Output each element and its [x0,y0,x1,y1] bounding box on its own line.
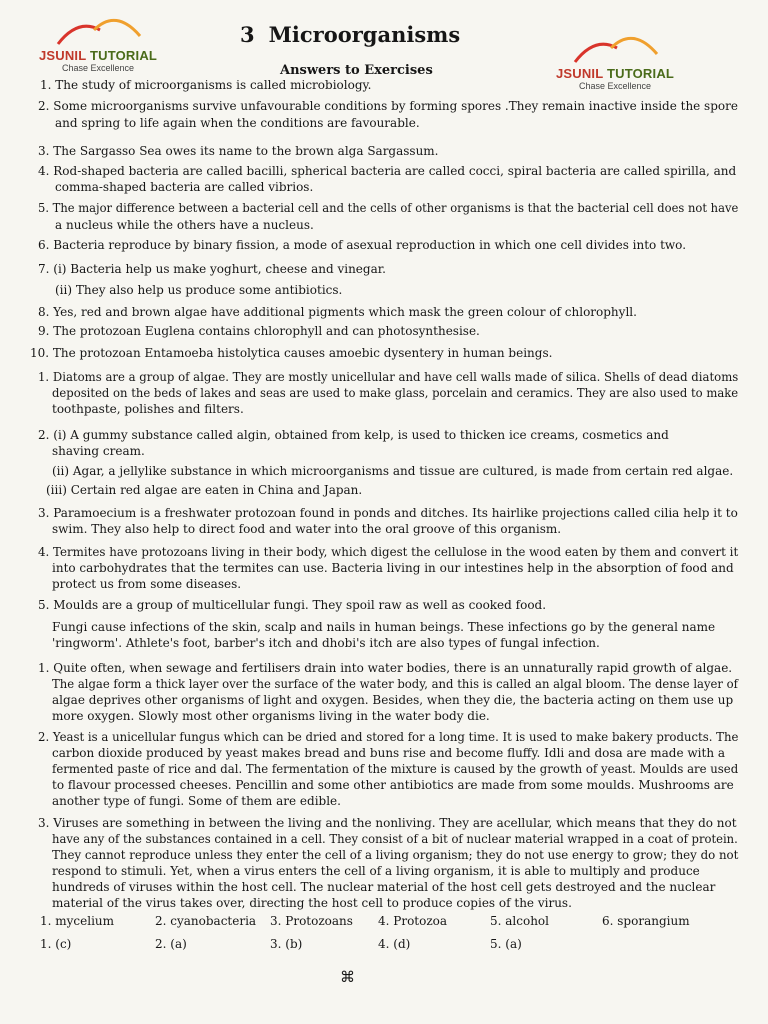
footer-ornament: ⌘ [340,968,355,986]
text-line: 8. Yes, red and brown algae have additional pigments which mask the green colour of chlorophyll. [38,305,637,319]
text-line: 2. Yeast is a unicellular fungus which can be dried and stored for a long time. It is used to make bakery products. The [38,730,739,744]
text-line: (iii) Certain red algae are eaten in China and Japan. [46,483,363,497]
text-line: 'ringworm'. Athlete's foot, barber's itch and dhobi's itch are also types of fungal infection. [52,636,600,650]
text-line: 4. Termites have protozoans living in their body, which digest the cellulose in the wood eaten by them and convert it [38,545,739,559]
answer-key-item: 1. (c) [40,937,72,951]
text-line: a nucleus while the others have a nucleus. [55,218,314,232]
text-line: 6. Bacteria reproduce by binary fission, a mode of asexual reproduction in which one cell divides into two. [38,238,687,252]
text-line: deposited on the beds of lakes and seas are used to make glass, porcelain and ceramics. They are also used to make [52,386,739,400]
text-line: 4. Rod-shaped bacteria are called bacilli, spherical bacteria are called cocci, spiral bacteria are called spirilla, and [38,164,737,178]
text-line: Fungi cause infections of the skin, scalp and nails in human beings. These infections go by the general name [52,620,716,634]
logo-tagline: Chase Excellence [61,63,135,73]
answer-key-item: 3. Protozoans [270,914,353,928]
text-line: swim. They also help to direct food and water into the oral groove of this organism. [52,522,562,536]
text-line: 3. Paramoecium is a freshwater protozoan found in ponds and ditches. Its hairlike projections called cilia help it to [38,506,738,520]
logo-brand: JSUNIL TUTORIAL [38,48,158,63]
text-line: 7. (i) Bacteria help us make yoghurt, cheese and vinegar. [38,262,386,276]
answer-key-item: 3. (b) [270,937,303,951]
text-line: 1. Quite often, when sewage and fertilisers drain into water bodies, there is an unnaturally rapid growth of algae. [38,661,733,675]
logo-brand: JSUNIL TUTORIAL [555,66,675,81]
jsunil-logo-left [28,10,168,73]
jsunil-logo-right [545,28,685,91]
text-line: fermented paste of rice and dal. The fermentation of the mixture is caused by the growth of yeast. Moulds are used [52,762,739,776]
answer-key-item: 6. sporangium [602,914,690,928]
text-line: into carbohydrates that the termites can use. Bacteria living in our intestines help in the absorption of food and [52,561,734,575]
chapter-title [240,22,460,47]
text-line: (ii) They also help us produce some antibiotics. [55,283,343,297]
text-line: respond to stimuli. Yet, when a virus enters the cell of a living organism, it is able to multiply and produce [52,864,700,878]
text-line: and spring to life again when the conditions are favourable. [55,116,420,130]
answer-key-item: 5. (a) [490,937,522,951]
text-line: carbon dioxide produced by yeast makes bread and buns rise and become fluffy. Idli and dosa are made with a [52,746,726,760]
text-line: algae deprives other organisms of light and oxygen. Besides, when they die, the bacteria acting on them use up [52,693,734,707]
text-line: 5. Moulds are a group of multicellular fungi. They spoil raw as well as cooked food. [38,598,547,612]
text-line: have any of the substances contained in a cell. They consist of a bit of nuclear material wrapped in a coat of protein. [52,832,738,846]
text-line: 1. The study of microorganisms is called microbiology. [40,78,372,92]
text-line: to flavour processed cheeses. Pencillin and some other antibiotics are made from some moulds. Mushrooms are [52,778,734,792]
text-line: material of the virus takes over, directing the host cell to produce copies of the virus. [52,896,572,910]
logo-tagline: Chase Excellence [578,81,652,91]
text-line: shaving cream. [52,444,145,458]
text-line: 2. (i) A gummy substance called algin, obtained from kelp, is used to thicken ice creams, cosmetics and [38,428,669,442]
text-line: (ii) Agar, a jellylike substance in which microorganisms and tissue are cultured, is made from certain red algae. [52,464,734,478]
text-line: The algae form a thick layer over the surface of the water body, and this is called an algal bloom. The dense layer of [52,677,738,691]
answer-key-item: 4. Protozoa [378,914,448,928]
text-line: 3. Viruses are something in between the living and the nonliving. They are acellular, which means that they do not [38,816,737,830]
text-line: toothpaste, polishes and filters. [52,402,244,416]
page-subtitle: Answers to Exercises [280,63,433,78]
text-line: 5. The major difference between a bacterial cell and the cells of other organisms is that the bacterial cell does not have [38,201,739,215]
text-line: 2. Some microorganisms survive unfavourable conditions by forming spores .They remain inactive inside the spore [38,99,738,113]
text-line: 3. The Sargasso Sea owes its name to the brown alga Sargassum. [38,144,439,158]
text-line: hundreds of viruses within the host cell. The nuclear material of the host cell gets destroyed and the nuclear [52,880,716,894]
chapter-number: 3 [240,22,255,47]
text-line: 10. The protozoan Entamoeba histolytica causes amoebic dysentery in human beings. [30,346,553,360]
text-line: more oxygen. Slowly most other organisms living in the water body die. [52,709,490,723]
answer-key-item: 1. mycelium [40,914,115,928]
text-line: They cannot reproduce unless they enter the cell of a living organism; they do not use energy to grow; they do not [52,848,739,862]
text-line: protect us from some diseases. [52,577,242,591]
text-line: 1. Diatoms are a group of algae. They are mostly unicellular and have cell walls made of silica. Shells of dead diatoms [38,370,739,384]
answer-key-item: 5. alcohol [490,914,549,928]
text-line: another type of fungi. Some of them are edible. [52,794,341,808]
answer-key-item: 2. (a) [155,937,187,951]
chapter-name: Microorganisms [268,22,461,47]
answer-key-item: 4. (d) [378,937,411,951]
text-line: 9. The protozoan Euglena contains chlorophyll and can photosynthesise. [38,324,480,338]
text-line: comma-shaped bacteria are called vibrios. [55,180,314,194]
answer-key-item: 2. cyanobacteria [155,914,257,928]
